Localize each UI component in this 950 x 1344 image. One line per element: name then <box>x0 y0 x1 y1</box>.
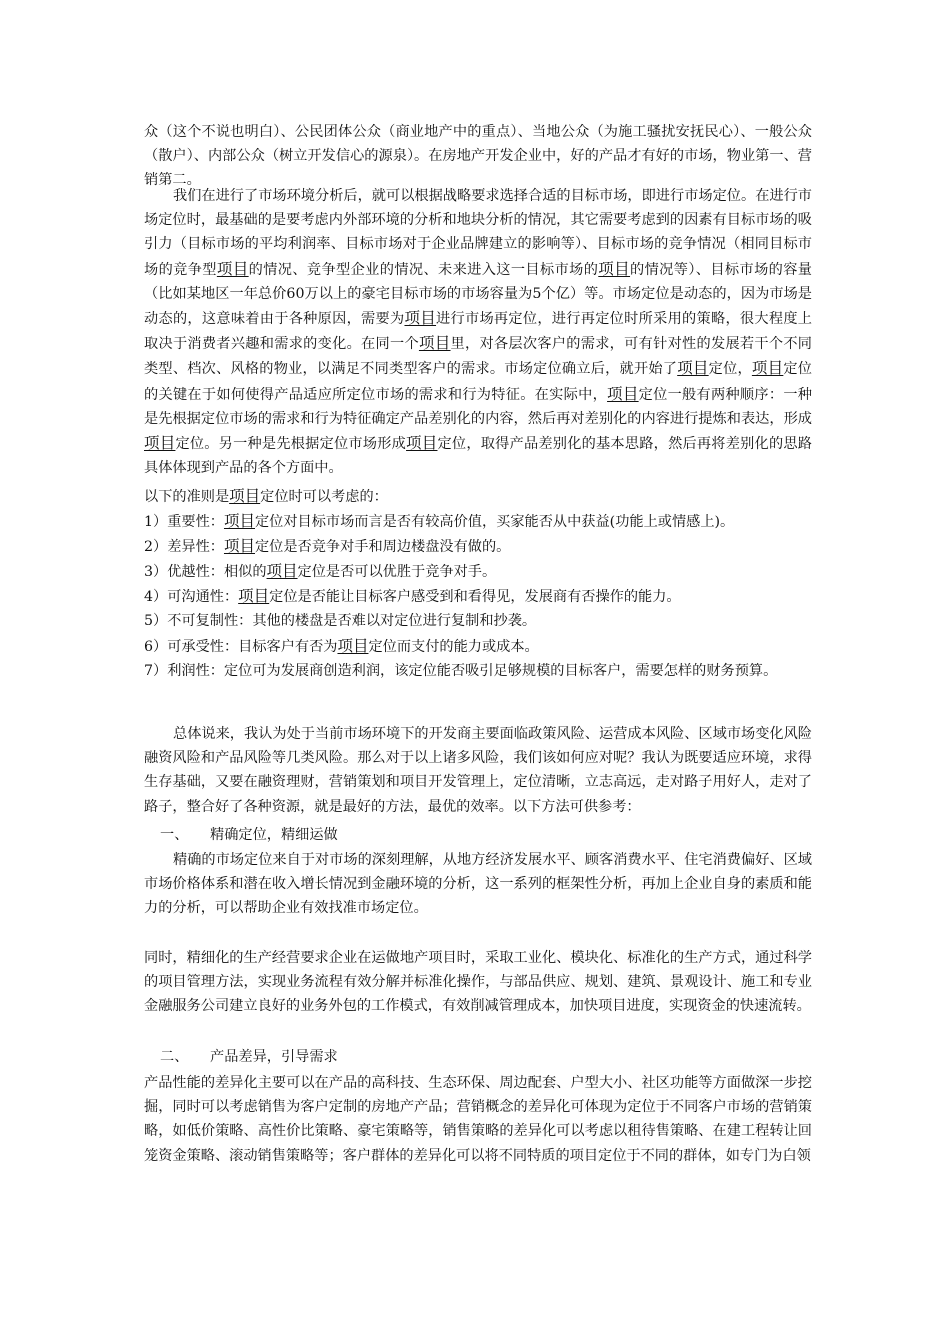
criteria-intro <box>144 485 388 508</box>
text-run: 以下的准则是 <box>144 489 230 505</box>
keyword-project: 项目 <box>418 334 451 353</box>
text-run: 7）利润性：定位可为发展商创造利润，该定位能否吸引足够规模的目标客户，需要怎样的财务预算。 <box>144 663 778 679</box>
text-run: 里，对各层次客户的需求，可有针对性的发展若干个不同类型、档次、风格的物业，以满足不同类型客户的需求。市场定位确立后，就开始了 <box>144 336 812 378</box>
text-run: 4）可沟通性： <box>144 589 239 605</box>
text-run: 进行市场再定位，进行再定位时所采用的策略，很大程度上取决于消费者兴趣和需求的变化。在同一个 <box>144 311 812 353</box>
text-run: 定位， <box>708 361 752 378</box>
criteria-item-6 <box>144 635 539 658</box>
text-run: 定位。另一种是先根据定位市场形成 <box>175 436 407 453</box>
paragraph-public-relations <box>144 120 812 193</box>
keyword-project: 项目 <box>229 487 261 505</box>
section-title: 精确定位，精细运做 <box>210 827 338 843</box>
keyword-project: 项目 <box>223 537 255 555</box>
text-run: 产品性能的差异化主要可以在产品的高科技、生态环保、周边配套、户型大小、社区功能等方面做深一步挖掘，同时可以考虑销售为客户定制的房地产产品；营销概念的差异化可体现为定位于不同客户市场的营销策略，如低价策略、高性价比策略、豪宅策略等，销售策略的差异化可以考虑以租待售策略、在建工程转让回笼资金策略、滚动销售策略等；客户群体的差异化可以将不同特质的项目定位于不同的群体，如专门为白领 <box>144 1075 812 1164</box>
text-run: 的情况、竞争型企业的情况、未来进入这一目标市场的 <box>248 261 599 278</box>
text-run: 众（这个不说也明白）、公民团体公众（商业地产中的重点）、当地公众（为施工骚扰安抚民心）、一般公众（散户）、内部公众（树立开发信心的源泉）。在房地产开发企业中，好的产品才有好的市场，物业第一、营销第二。 <box>144 124 812 189</box>
keyword-project: 项目 <box>216 259 249 278</box>
paragraph-market-positioning <box>144 184 812 480</box>
text-run: 的情况等）、目标市场的容量（比如某地区一年总价60万以上的豪宅目标市场的市场容量为5个亿）等。市场定位是动态的，因为市场是动态的，这意味着由于各种原因，需要为 <box>144 261 812 328</box>
keyword-project: 项目 <box>238 587 270 605</box>
section-number: 二、 <box>160 1049 189 1065</box>
text-run: 2）差异性： <box>144 539 224 555</box>
text-run: 定位，取得产品差别化的基本思路，然后再将差别化的思路具体体现到产品的各个方面中。 <box>144 436 812 477</box>
section-heading-1 <box>160 824 338 846</box>
text-run: 定位一般有两种顺序：一种是先根据定位市场的需求和行为特征确定产品差别化的内容，然后再对差别化的内容进行提炼和表达，形成 <box>144 386 812 427</box>
text-run: 精确的市场定位来自于对市场的深刻理解，从地方经济发展水平、顾客消费水平、住宅消费偏好、区域市场价格体系和潜在收入增长情况到金融环境的分析，这一系列的框架性分析，再加上企业自身的素质和能力的分析，可以帮助企业有效找准市场定位。 <box>144 852 812 917</box>
text-run: 1）重要性： <box>144 514 224 530</box>
keyword-project: 项目 <box>144 434 176 453</box>
criteria-item-3 <box>144 560 496 583</box>
keyword-project: 项目 <box>598 259 631 278</box>
section-title: 产品差异，引导需求 <box>210 1049 338 1065</box>
text-run: 定位是否竞争对手和周边楼盘没有做的。 <box>254 539 511 555</box>
text-run: 同时，精细化的生产经营要求企业在运做地产项目时，采取工业化、模块化、标准化的生产方式，通过科学的项目管理方法，实现业务流程有效分解并标准化操作，与部品供应、规划、建筑、景观设计、施工和专业金融服务公司建立良好的业务外包的工作模式，有效削减管理成本，加快项目进度，实现资金的快速流转。 <box>144 950 812 1015</box>
text-run: 定位对目标市场而言是否有较高价值，买家能否从中获益(功能上或情感上)。 <box>254 514 735 530</box>
criteria-item-1 <box>144 510 734 533</box>
keyword-project: 项目 <box>404 309 437 328</box>
section-number: 一、 <box>160 827 189 843</box>
keyword-project: 项目 <box>337 637 369 655</box>
keyword-project: 项目 <box>751 359 784 378</box>
paragraph-risk-summary <box>144 722 812 819</box>
paragraph-product-differentiation <box>144 1071 812 1168</box>
criteria-item-5 <box>144 610 536 632</box>
text-run: 定位时可以考虑的： <box>260 489 388 505</box>
text-run: 5）不可复制性：其他的楼盘是否难以对定位进行复制和抄袭。 <box>144 613 537 629</box>
criteria-item-4 <box>144 585 681 608</box>
paragraph-precise-positioning <box>144 848 812 921</box>
section-heading-2 <box>160 1046 338 1068</box>
keyword-project: 项目 <box>607 384 639 403</box>
text-run: 定位是否能让目标客户感受到和看得见，发展商有否操作的能力。 <box>269 589 681 605</box>
text-run: 定位的关键在于如何使得产品适应所定位市场的需求和行为特征。在实际中， <box>144 361 812 403</box>
text-run: 6）可承受性：目标客户有否为 <box>144 639 338 655</box>
text-run: 我们在进行了市场环境分析后，就可以根据战略要求选择合适的目标市场，即进行市场定位。在进行市场定位时，最基础的是要考虑内外部环境的分析和地块分析的情况，其它需要考虑到的因素有目标市场的吸引力（目标市场的平均利润率、目标市场对于企业品牌建立的影响等）、目标市场的竞争情况（相同目标市场的竞争型 <box>144 188 812 278</box>
keyword-project: 项目 <box>406 434 438 453</box>
paragraph-refined-operation <box>144 946 812 1019</box>
text-run: 总体说来，我认为处于当前市场环境下的开发商主要面临政策风险、运营成本风险、区域市场变化风险融资风险和产品风险等几类风险。那么对于以上诸多风险，我们该如何应对呢？我认为既要适应环境，求得生存基础，又要在融资理财，营销策划和项目开发管理上，定位清晰，立志高远，走对路子用好人，走对了路子，整合好了各种资源，就是最好的方法，最优的效率。以下方法可供参考： <box>144 726 812 815</box>
criteria-item-7 <box>144 660 777 682</box>
keyword-project: 项目 <box>223 512 255 530</box>
text-run: 3）优越性：相似的 <box>144 564 267 580</box>
text-run: 定位是否可以优胜于竞争对手。 <box>297 564 497 580</box>
criteria-item-2 <box>144 535 510 558</box>
text-run: 定位而支付的能力或成本。 <box>368 639 539 655</box>
keyword-project: 项目 <box>266 562 298 580</box>
keyword-project: 项目 <box>677 359 709 378</box>
